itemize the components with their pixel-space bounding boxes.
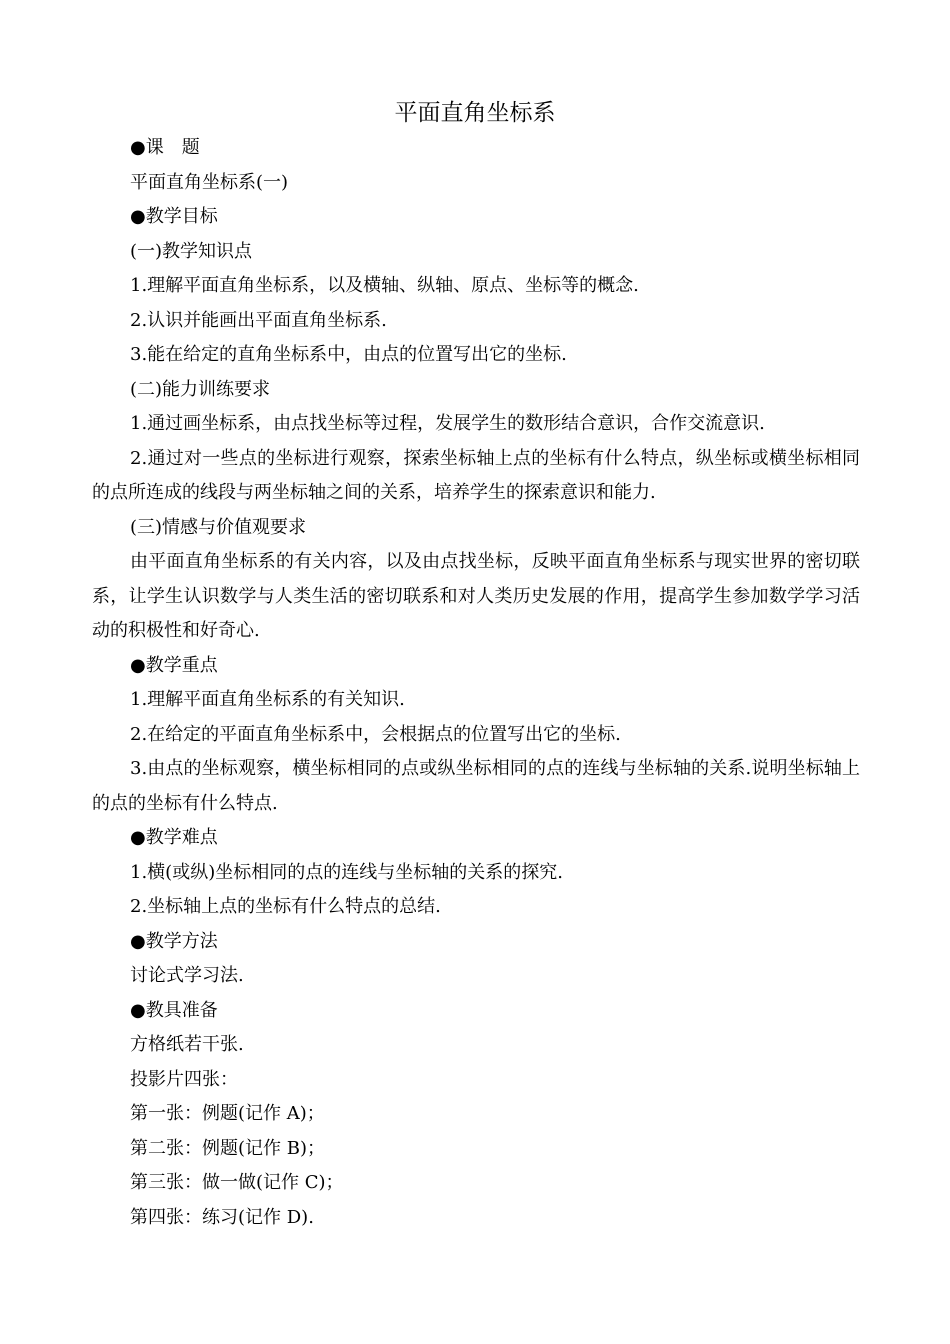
section-heading-objectives: ●教学目标 — [130, 206, 218, 227]
paragraph: 2.认识并能画出平面直角坐标系. — [130, 309, 387, 331]
paragraph: 由平面直角坐标系的有关内容，以及由点找坐标，反映平面直角坐标系与现实世界的密切联系，让学生认识数学与人类生活的密切联系和对人类历史发展的作用，提高学生参加数学学习活动的积极性和好奇心. — [92, 551, 860, 641]
paragraph: 3.由点的坐标观察，横坐标相同的点或纵坐标相同的点的连线与坐标轴的关系.说明坐标轴上的点的坐标有什么特点. — [92, 758, 860, 814]
section-heading-topic: ●课 题 — [130, 137, 200, 158]
paragraph: 3.能在给定的直角坐标系中，由点的位置写出它的坐标. — [130, 344, 567, 365]
paragraph: 投影片四张： — [130, 1068, 238, 1090]
paragraph: 2.坐标轴上点的坐标有什么特点的总结. — [130, 896, 441, 917]
subheading-ability: (二)能力训练要求 — [130, 378, 271, 400]
list-item: 第一张：例题(记作 A)； — [130, 1103, 325, 1124]
paragraph: 1.理解平面直角坐标系的有关知识. — [130, 689, 405, 710]
paragraph: 1.通过画坐标系，由点找坐标等过程，发展学生的数形结合意识，合作交流意识. — [130, 413, 765, 434]
section-heading-materials: ●教具准备 — [130, 999, 218, 1021]
paragraph: 讨论式学习法. — [130, 965, 244, 986]
subheading-values: (三)情感与价值观要求 — [130, 516, 307, 538]
paragraph: 2.通过对一些点的坐标进行观察，探索坐标轴上点的坐标有什么特点，纵坐标或横坐标相同的点所连成的线段与两坐标轴之间的关系，培养学生的探索意识和能力. — [92, 447, 860, 503]
list-item: 第四张：练习(记作 D). — [130, 1206, 314, 1228]
section-heading-method: ●教学方法 — [130, 930, 218, 952]
paragraph: 2.在给定的平面直角坐标系中，会根据点的位置写出它的坐标. — [130, 723, 621, 745]
paragraph: 1.理解平面直角坐标系，以及横轴、纵轴、原点、坐标等的概念. — [130, 275, 639, 296]
document-body — [92, 131, 860, 1235]
list-item: 第三张：做一做(记作 C)； — [130, 1172, 344, 1193]
topic-text: 平面直角坐标系(一) — [130, 171, 289, 193]
section-heading-key-points: ●教学重点 — [130, 654, 218, 676]
section-heading-difficulties: ●教学难点 — [130, 827, 218, 848]
paragraph: 方格纸若干张. — [130, 1034, 244, 1055]
paragraph: 1.横(或纵)坐标相同的点的连线与坐标轴的关系的探究. — [130, 861, 563, 883]
subheading-knowledge: (一)教学知识点 — [130, 240, 253, 262]
list-item: 第二张：例题(记作 B)； — [130, 1137, 325, 1159]
document-title: 平面直角坐标系 — [394, 100, 556, 126]
